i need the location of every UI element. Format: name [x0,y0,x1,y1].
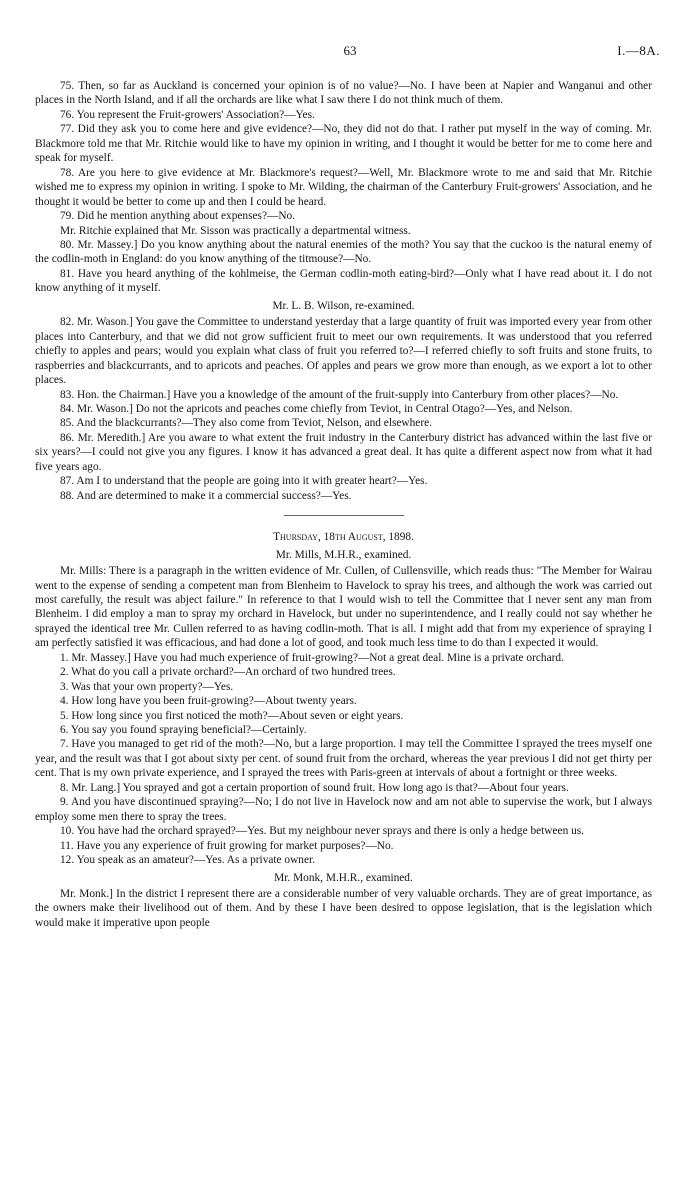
paragraph: 12. You speak as an amateur?—Yes. As a private owner. [60,854,315,867]
paragraph: 84. Mr. Wason.] Do not the apricots and peaches come chiefly from Teviot, in Central Otago?—Yes, and Nelson. [60,402,573,415]
paragraph: 3. Was that your own property?—Yes. [60,680,234,693]
paragraph: 81. Have you heard anything of the kohlmeise, the German codlin-moth eating-bird?—Only what I have read about it. I do not know anything of it myself. [35,267,652,295]
paragraph: 75. Then, so far as Auckland is concerned your opinion is of no value?—No. I have been at Napier and Wanganui and other places in the North Island, and if all the orchards are like what I saw there I do not think much of them. [35,80,652,107]
paragraph: 6. You say you found spraying beneficial?—Certainly. [60,724,307,737]
section-divider [284,515,404,516]
paragraph: 79. Did he mention anything about expenses?—No. [60,210,296,223]
paragraph: 4. How long have you been fruit-growing?—About twenty years. [60,695,357,708]
paragraph: 88. And are determined to make it a commercial success?—Yes. [60,489,352,502]
page-header [0,44,700,60]
page-body [35,79,652,930]
paragraph: Mr. Ritchie explained that Mr. Sisson was practically a departmental witness. [60,224,411,237]
paragraph: 8. Mr. Lang.] You sprayed and got a certain proportion of sound fruit. How long ago is that?—About four years. [60,781,569,794]
witness-heading: Mr. Mills, M.H.R., examined. [275,548,412,561]
witness-heading: Mr. Monk, M.H.R., examined. [274,871,413,884]
paragraph: 1. Mr. Massey.] Have you had much experience of fruit-growing?—Not a great deal. Mine is a private orchard. [60,651,564,664]
paragraph: 80. Mr. Massey.] Do you know anything about the natural enemies of the moth? You say that the cuckoo is the natural enemy of the codlin-moth in England: do you know anything of the titmouse?—No. [35,238,652,266]
session-date: Thursday, 18th August, 1898. [273,531,414,544]
paragraph: 76. You represent the Fruit-growers' Association?—Yes. [60,108,315,121]
paragraph: 78. Are you here to give evidence at Mr. Blackmore's request?—Well, Mr. Blackmore wrote to me and said that Mr. Ritchie wished me to express my opinion in writing. I spoke to Mr. Wilding, the chairman of the Canterbury Fruit-growers' Association, and he thought it would be better to come up and then I could be heard. [35,166,652,208]
paragraph: 87. Am I to understand that the people are going into it with greater heart?—Yes. [60,475,428,488]
paragraph: Mr. Monk.] In the district I represent there are a considerable number of very valuable orchards. They are of great importance, as the owners make their livelihood out of them. And by these I have been desired to oppose legislation, that is the legislation which would make it imperative upon people [35,888,652,929]
paragraph: 85. And the blackcurrants?—They also come from Teviot, Nelson, and elsewhere. [60,417,432,430]
paragraph: 86. Mr. Meredith.] Are you aware to what extent the fruit industry in the Canterbury district has advanced within the last five or six years?—I could not give you any figures. I know it has advanced a great deal. It has quite a different aspect now from what it had five years ago. [35,431,652,473]
paragraph: 2. What do you call a private orchard?—An orchard of two hundred trees. [60,666,396,679]
document-reference: I.—8A. [617,43,660,58]
paragraph: 83. Hon. the Chairman.] Have you a knowledge of the amount of the fruit-supply into Canterbury from other places?—No. [60,388,619,401]
paragraph: 11. Have you any experience of fruit growing for market purposes?—No. [60,839,394,852]
paragraph: 7. Have you managed to get rid of the moth?—No, but a large proportion. I may tell the Committee I sprayed the trees myself one year, and the result was that I got about sixty per cent. of sound fruit from the orchard, whereas the year previous I did not get thirty per cent. That is my own private experience, and I sprayed the trees with Paris-green at intervals of about a fortnight or three weeks. [35,738,652,780]
witness-heading: Mr. L. B. Wilson, re-examined. [272,299,415,312]
paragraph: Mr. Mills: There is a paragraph in the written evidence of Mr. Cullen, of Cullensville, which reads thus: "The Member for Wairau went to the expense of sending a competent man from Blenheim to Havelock to spray his trees, and although the work was carried out most carefully, the result was abject failure." In reference to that I would wish to tell the Committee that I never sent any man from Blenheim. I did employ a man to spray my orchard in Havelock, but under no superintendence, and I really could not say whether he sprayed the identical tree Mr. Cullen referred to as having codlin-moth. That is all. I might add that from my experience of spraying I am perfectly satisfied it was efficacious, and had done a lot of good, and took much less time to do than I expected it would. [35,565,652,650]
paragraph: 9. And you have discontinued spraying?—No; I do not live in Havelock now and am not able to supervise the work, but I always employ some men there to spray the trees. [35,796,652,823]
page-number: 63 [343,43,357,58]
paragraph: 5. How long since you first noticed the moth?—About seven or eight years. [60,709,404,722]
paragraph: 82. Mr. Wason.] You gave the Committee to understand yesterday that a large quantity of fruit was imported every year from other places into Canterbury, and that we did not grow sufficient fruit to meet our own requirements. It was understood that you referred chiefly to apples and pears; would you explain what class of fruit you referred to?—I referred chiefly to soft fruits and stone fruits, to raspberries and blackcurrants, and to apricots and peaches. Of apples and pears we grow more than enough, as we export a lot to other places. [35,316,652,387]
paragraph: 10. You have had the orchard sprayed?—Yes. But my neighbour never sprays and there is only a hedge between us. [60,825,585,838]
paragraph: 77. Did they ask you to come here and give evidence?—No, they did not do that. I rather put myself in the way of coming. Mr. Blackmore told me that Mr. Ritchie would like to have my opinion in writing, and I thought it would be better for me to come here and speak for myself. [35,123,652,165]
